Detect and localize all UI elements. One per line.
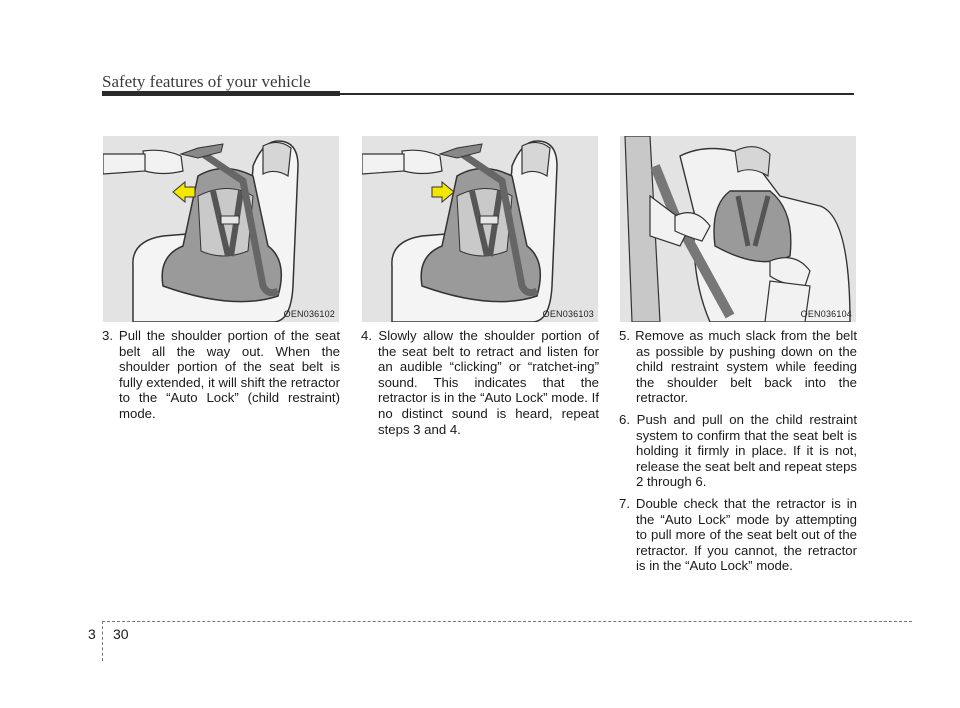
figure-code: OEN036104	[800, 309, 852, 319]
arrow-left-icon	[103, 136, 339, 322]
page-number: 30	[113, 626, 129, 642]
figure-pull-belt-out	[103, 136, 339, 322]
step-3-text: 3. Pull the shoulder portion of the seat belt all the way out. When the shoulder portion of the seat belt is fully extended, it will shift the retractor to the “Auto Lock” (child restraint) mode.	[102, 328, 340, 421]
page-header-title: Safety features of your vehicle	[102, 72, 311, 91]
text-column-3	[619, 328, 857, 580]
figure-remove-slack	[620, 136, 856, 322]
text-column-2	[361, 328, 599, 443]
footer-divider	[102, 621, 912, 622]
step-7-text: 7. Double check that the retractor is in the “Auto Lock” mode by attempting to pull more of the seat belt out of the retractor. If you cannot, the retractor is in the “Auto Lock” mode.	[619, 495, 857, 574]
step-6-text: 6. Push and pull on the child restraint system to confirm that the seat belt is holding it firmly in place. If it is not, release the seat belt and repeat steps 2 through 6.	[619, 411, 857, 490]
child-seat-push-illustration	[620, 136, 856, 322]
step-4-text: 4. Slowly allow the shoulder portion of the seat belt to retract and listen for an audible “clicking” or “ratchet-ing” sound. This indicates that the retractor is in the “Auto Lock” mode. If no distinct sound is heard, repeat steps 3 and 4.	[361, 328, 599, 437]
section-number: 3	[88, 626, 96, 642]
text-column-1	[102, 328, 340, 428]
step-5-text: 5. Remove as much slack from the belt as possible by pushing down on the child restraint system while feeding the shoulder belt back into the retractor.	[619, 328, 857, 406]
figure-retract-belt	[362, 136, 598, 322]
figure-code: OEN036103	[542, 309, 594, 319]
figure-code: OEN036102	[283, 309, 335, 319]
header-rule-accent	[102, 91, 340, 96]
footer-vertical-divider	[102, 621, 103, 661]
arrow-right-icon	[362, 136, 598, 322]
